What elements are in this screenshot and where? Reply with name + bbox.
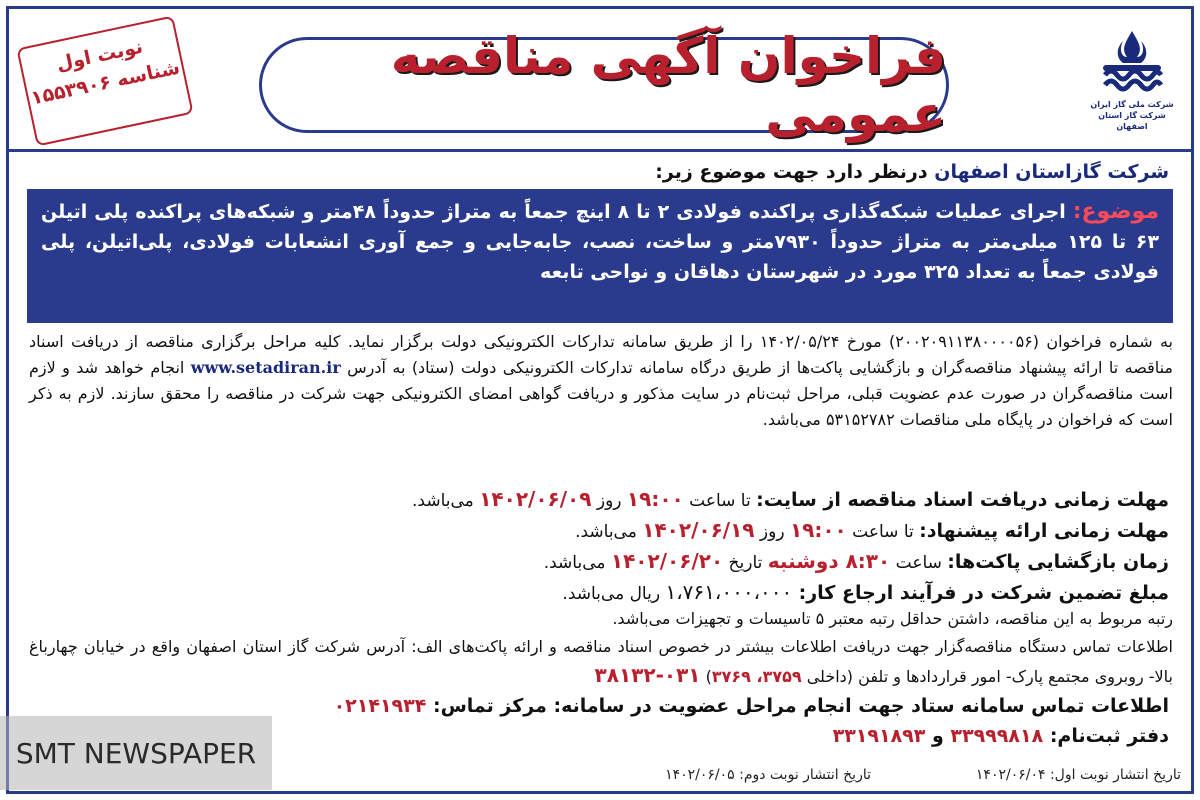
opening-pre: ساعت (890, 553, 948, 573)
opening-mid: تاریخ (723, 553, 768, 573)
header (9, 9, 1191, 149)
deadline-offer-time: ۱۹:۰۰ (789, 518, 847, 542)
deadline-doc-date: ۱۴۰۲/۰۶/۰۹ (479, 487, 592, 511)
edition-stamp (16, 15, 193, 146)
body-part-1: به شماره فراخوان (۲۰۰۲۰۹۱۱۳۸۰۰۰۰۵۶) مورخ ۱۴۰۲/۰۵/۲۴ را از طریق سامانه تدارکات الکترونیکی دولت برگزار نماید. کلیه مراحل برگزاری مناقصه از دریافت اسناد مناقصه تا ارائه پیشنهاد مناقصه‌گران و بازگشایی پاکت‌ها از طریق درگاه سامانه تدارکات الکترونیکی دولت (ستاد) به آدرس (29, 332, 1174, 377)
logo-line-2: شرکت گاز استان اصفهان (1098, 111, 1166, 131)
contact-1 (29, 633, 1173, 691)
deadline-doc-pre: تا ساعت (683, 491, 757, 511)
deadline-offer-label: مهلت زمانی ارائه پیشنهاد: (919, 520, 1169, 542)
deadline-offer-row (29, 516, 1169, 547)
deadline-doc-post: می‌باشد. (412, 491, 480, 511)
footer-second-date: تاریخ انتشار نوبت دوم: ۱۴۰۲/۰۶/۰۵ (665, 767, 871, 783)
office-phone-1: ۳۳۹۹۹۸۱۸ (950, 725, 1044, 747)
subject-box (27, 189, 1173, 323)
watermark-text: SMT NEWSPAPER (15, 736, 257, 770)
body-paragraph (29, 329, 1173, 433)
national-gas-company-logo (1097, 27, 1167, 99)
watermark (0, 716, 272, 790)
header-divider (9, 149, 1191, 152)
subject-label: موضوع: (1072, 199, 1160, 224)
intro-line (655, 161, 1169, 183)
opening-date: ۱۴۰۲/۰۶/۲۰ (610, 549, 724, 573)
office-contact-label: دفتر ثبت‌نام: (1043, 725, 1169, 747)
deadline-offer-pre: تا ساعت (846, 522, 920, 542)
opening-time: ۸:۳۰ (845, 549, 891, 573)
setad-contact-label: اطلاعات تماس سامانه ستاد جهت انجام مراحل عضویت در سامانه: مرکز تماس: (426, 695, 1169, 717)
contact-1-phone: ۰۳۱-۳۸۱۳۲ (594, 663, 701, 687)
opening-row (29, 547, 1169, 578)
guarantee-post: ریال می‌باشد. (562, 584, 666, 604)
opening-post: می‌باشد. (543, 553, 611, 573)
opening-label: زمان بازگشایی پاکت‌ها: (947, 551, 1169, 573)
contact-1-text: اطلاعات تماس دستگاه مناقصه‌گزار جهت دریافت اطلاعات بیشتر در خصوص اسناد مناقصه و ارائه پاکت‌های الف: آدرس شرکت گاز استان اصفهان واقع در خیابان چهارباغ بالا- روبروی مجتمع پارک- امور قراردادها و تلفن (داخلی (29, 637, 1173, 686)
page-title: فراخوان آگهی مناقصه عمومی (390, 27, 946, 143)
ad-frame (6, 6, 1194, 794)
office-phone-2: ۳۳۱۹۱۸۹۳ (832, 725, 926, 747)
notes-section (29, 605, 1173, 691)
opening-day: دوشنبه (767, 549, 846, 573)
company-logo (1083, 27, 1181, 135)
rank-note: رتبه مربوط به این مناقصه، داشتن حداقل رتبه معتبر ۵ تاسیسات و تجهیزات می‌باشد. (612, 609, 1173, 628)
office-and: و (925, 725, 951, 747)
body-part-2: انجام خواهد شد و لازم است مناقصه‌گران در صورت عدم عضویت قبلی، مراحل ثبت‌نام در سایت مذکور و دریافت گواهی امضای الکترونیکی جهت شرکت در مناقصه را محقق سازند. لازم به ذکر است که فراخوان در پایگاه ملی مناقصات ۵۳۱۵۲۷۸۲ می‌باشد. (29, 358, 1173, 429)
intro-company: شرکت گازاستان اصفهان (934, 161, 1169, 183)
deadlines-section (29, 485, 1169, 609)
intro-text: درنظر دارد جهت موضوع زیر: (655, 161, 935, 183)
deadline-offer-date: ۱۴۰۲/۰۶/۱۹ (642, 518, 755, 542)
setad-contact-phone: ۰۲۱۴۱۹۳۴ (333, 695, 427, 717)
stamp-id: شناسه ۱۵۵۳۹۰۶ (28, 56, 182, 110)
deadline-doc-mid: روز (591, 491, 627, 511)
guarantee-amount: ۱،۷۶۱،۰۰۰،۰۰۰ (665, 580, 799, 604)
footer-first-date: تاریخ انتشار نوبت اول: ۱۴۰۲/۰۶/۰۴ (975, 767, 1181, 783)
deadline-offer-mid: روز (754, 522, 790, 542)
deadline-doc-label: مهلت زمانی دریافت اسناد مناقصه از سایت: (756, 489, 1169, 511)
logo-line-1: شرکت ملی گاز ایران (1090, 100, 1174, 109)
setad-url-link[interactable]: www.setadiran.ir (190, 358, 341, 377)
stamp-edition: نوبت اول (54, 35, 145, 76)
deadline-doc-time: ۱۹:۰۰ (626, 487, 684, 511)
deadline-doc-row (29, 485, 1169, 516)
subject-text: اجرای عملیات شبکه‌گذاری پراکنده فولادی ۲ تا ۸ اینچ جمعاً به متراژ حدوداً ۴۸متر و شبکه‌های پراکنده پلی اتیلن ۶۳ تا ۱۲۵ میلی‌متر به متراژ حدوداً ۷۹۳۰متر و ساخت، نصب، جابه‌جایی و جمع آوری انشعابات فولادی، پلی‌اتیلن، پلی فولادی جمعاً به تعداد ۳۲۵ مورد در شهرستان دهاقان و نواحی تابعه (41, 201, 1159, 283)
guarantee-label: مبلغ تضمین شرکت در فرآیند ارجاع کار: (798, 582, 1169, 604)
deadline-offer-post: می‌باشد. (575, 522, 643, 542)
contact-1-close: ) (700, 667, 712, 686)
contact-1-ext: ۳۷۵۹، ۳۷۶۹ (711, 667, 802, 686)
title-banner (259, 27, 949, 143)
